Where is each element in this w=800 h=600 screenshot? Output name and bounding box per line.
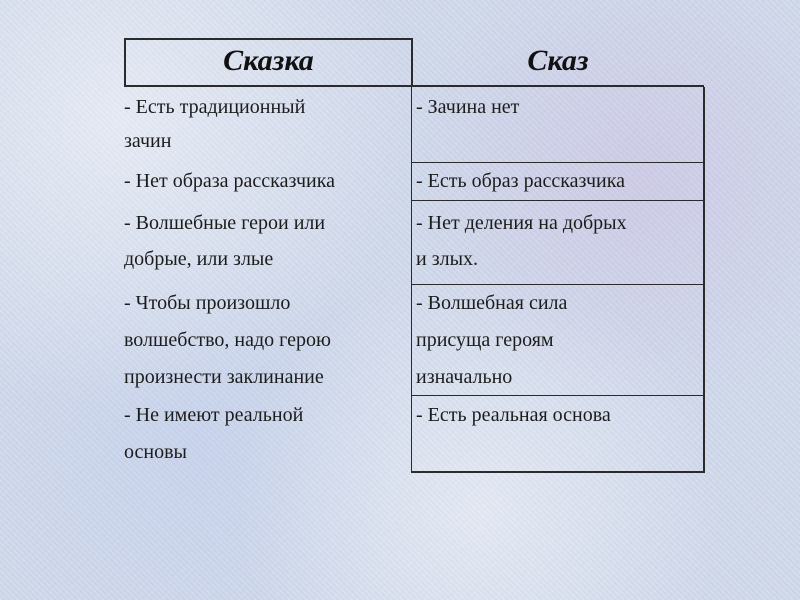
row3-right-line2: и злых. <box>416 248 479 270</box>
row1-right-line1: - Зачина нет <box>416 96 520 118</box>
row1-left-line2: зачин <box>124 130 172 152</box>
right-column-bottom-border <box>411 471 705 473</box>
header-bottom-border <box>124 85 704 87</box>
row4-right-line2: присуща героям <box>416 329 554 351</box>
row4-left-line1: - Чтобы произошло <box>124 292 291 314</box>
header-top-border <box>124 38 412 40</box>
row1-left-line1: - Есть традиционный <box>124 96 306 118</box>
row3-left-line2: добрые, или злые <box>124 248 274 270</box>
column-header-skazka: Сказка <box>223 44 314 77</box>
row5-right-line1: - Есть реальная основа <box>416 404 611 426</box>
row4-left-line2: волшебство, надо герою <box>124 329 331 351</box>
right-column-left-border <box>411 85 412 473</box>
row5-left-line1: - Не имеют реальной <box>124 404 304 426</box>
row4-right-line3: изначально <box>416 366 513 388</box>
row4-left-line3: произнести заклинание <box>124 366 324 388</box>
row5-left-line2: основы <box>124 441 187 463</box>
row2-left-line1: - Нет образа рассказчика <box>124 170 336 192</box>
row3-left-line1: - Волшебные герои или <box>124 212 326 234</box>
row4-right-line1: - Волшебная сила <box>416 292 568 314</box>
row2-right-line1: - Есть образ рассказчика <box>416 170 626 192</box>
row3-right-line1: - Нет деления на добрых <box>416 212 627 234</box>
right-column-right-border <box>703 87 705 473</box>
column-header-skaz: Сказ <box>527 44 589 77</box>
